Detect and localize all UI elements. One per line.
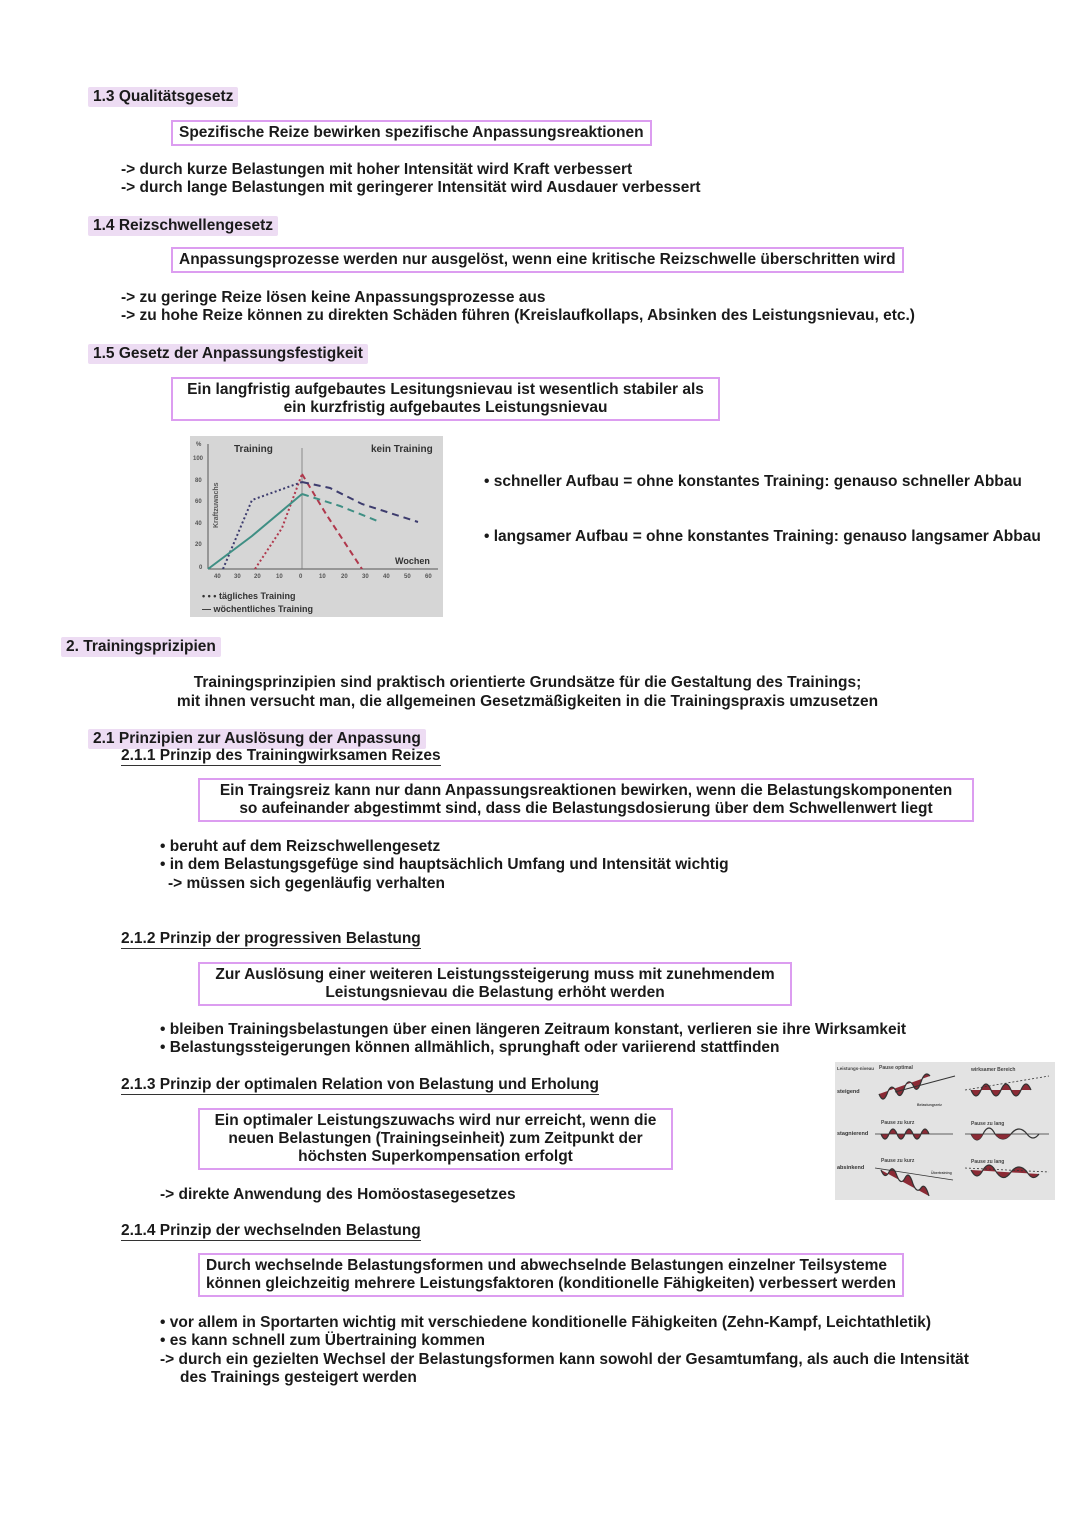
text-line: -> durch kurze Belastungen mit hoher Intensität wird Kraft verbessert	[121, 161, 633, 178]
text-line: -> zu hohe Reize können zu direkten Schäden führen (Kreislaufkollaps, Absinken des Leistungsnievau, etc.)	[121, 307, 915, 324]
legend-weekly: — wöchentliches Training	[202, 604, 314, 614]
legend-daily: • • • tägliches Training	[202, 591, 296, 601]
heading-2: 2. Trainingsprizipien	[61, 637, 221, 657]
y-axis-label: Kraftzuwachs	[213, 482, 220, 528]
bullet-fast-build: • schneller Aufbau = ohne konstantes Training: genauso schneller Abbau	[484, 473, 1022, 490]
text-line: -> müssen sich gegenläufig verhalten	[168, 875, 445, 892]
definition-text: Spezifische Reize bewirken spezifische Anpassungsreaktionen	[179, 124, 644, 141]
text-line: • in dem Belastungsgefüge sind hauptsächlich Umfang und Intensität wichtig	[160, 856, 729, 873]
x-tick: 0	[299, 574, 303, 580]
text-line: -> direkte Anwendung des Homöostasegesetzes	[160, 1186, 516, 1203]
supercompensation-figure	[835, 1062, 1055, 1200]
definition-text: Ein langfristig aufgebautes Lesitungsnievau ist wesentlich stabiler als	[187, 381, 704, 398]
y-tick: 20	[195, 542, 202, 548]
label-load-stimulus: Belastungsreiz	[917, 1103, 942, 1107]
definition-text: Durch wechselnde Belastungsformen und abwechselnde Belastungen einzelner Teilsysteme	[206, 1257, 888, 1274]
intro-paragraph	[160, 674, 895, 711]
strength-gain-chart	[190, 436, 443, 617]
x-tick: 40	[214, 574, 221, 580]
y-tick: 40	[195, 521, 202, 527]
supercompensation-diagram	[835, 1062, 1055, 1200]
heading-2-1-2: 2.1.2 Prinzip der progressiven Belastung	[121, 930, 421, 947]
label-pause-too-long-2: Pause zu lang	[971, 1159, 1005, 1165]
label-overtraining: Übertraining	[931, 1171, 952, 1175]
x-tick: 20	[254, 574, 261, 580]
label-pause-optimal: Pause optimal	[879, 1065, 913, 1071]
label-pause-too-long: Pause zu lang	[971, 1121, 1005, 1127]
heading-2-1-4: 2.1.4 Prinzip der wechselnden Belastung	[121, 1222, 421, 1239]
x-tick: 30	[362, 574, 369, 580]
definition-box-2-1-3	[198, 1108, 673, 1170]
x-tick: 10	[319, 574, 326, 580]
y-tick: 0	[199, 565, 203, 571]
label-kein-training: kein Training	[371, 444, 433, 455]
x-tick: 50	[404, 574, 411, 580]
definition-text: Ein Traingsreiz kann nur dann Anpassungsreaktionen bewirken, wenn die Belastungskomponenten	[219, 782, 953, 799]
definition-box-1-3	[171, 120, 652, 146]
definition-text: Leistungsnievau die Belastung erhöht werden	[325, 984, 665, 1001]
definition-text: Ein optimaler Leistungszuwachs wird nur erreicht, wenn die	[214, 1112, 657, 1129]
label-pause-too-short: Pause zu kurz	[881, 1120, 915, 1126]
strength-gain-figure	[190, 436, 443, 617]
text-line: Trainingsprinzipien sind praktisch orientierte Grundsätze für die Gestaltung des Trainings;	[193, 674, 862, 691]
bullet-slow-build: • langsamer Aufbau = ohne konstantes Training: genauso langsamer Abbau	[484, 528, 1041, 545]
text-line: -> durch lange Belastungen mit geringerer Intensität wird Ausdauer verbessert	[121, 179, 701, 196]
definition-text: höchsten Superkompensation erfolgt	[298, 1148, 573, 1165]
y-tick: 60	[195, 499, 202, 505]
definition-box-2-1-4	[198, 1253, 904, 1297]
definition-box-1-4	[171, 247, 904, 273]
label-effective-range: wirksamer Bereich	[971, 1067, 1016, 1073]
text-line: -> durch ein gezielten Wechsel der Belastungsformen kann sowohl der Gesamtumfang, als auch die Intensität	[160, 1351, 969, 1368]
definition-box-2-1-1	[198, 778, 974, 822]
label-training: Training	[234, 444, 273, 455]
text-line: • es kann schnell zum Übertraining kommen	[160, 1332, 485, 1349]
heading-2-1-3: 2.1.3 Prinzip der optimalen Relation von Belastung und Erholung	[121, 1076, 599, 1093]
x-tick: 30	[234, 574, 241, 580]
definition-text: ein kurzfristig aufgebautes Leistungsnievau	[283, 399, 608, 416]
text-line: mit ihnen versucht man, die allgemeinen Gesetzmäßigkeiten in die Trainingspraxis umzusetzen	[176, 692, 879, 710]
x-tick: 40	[383, 574, 390, 580]
text-line: • beruht auf dem Reizschwellengesetz	[160, 838, 441, 855]
text-line: • vor allem in Sportarten wichtig mit verschiedene konditionelle Fähigkeiten (Zehn-Kampf, Leichtathletik)	[160, 1314, 932, 1331]
heading-1-5: 1.5 Gesetz der Anpassungsfestigkeit	[88, 344, 368, 364]
label-pause-too-short-2: Pause zu kurz	[881, 1158, 915, 1164]
y-tick: 80	[195, 478, 202, 484]
row-label-stagnating: stagnierend	[837, 1131, 869, 1137]
definition-text: so aufeinander abgestimmt sind, dass die Belastungsdosierung über dem Schwellenwert liegt	[239, 800, 933, 817]
row-label-rising: steigend	[837, 1089, 860, 1095]
definition-text: Zur Auslösung einer weiteren Leistungssteigerung muss mit zunehmendem	[215, 966, 775, 983]
text-line: des Trainings gesteigert werden	[180, 1369, 417, 1386]
definition-box-2-1-2	[198, 962, 792, 1006]
y-tick: 100	[193, 456, 204, 462]
y-unit: %	[196, 442, 202, 448]
x-tick: 60	[425, 574, 432, 580]
text-line: -> zu geringe Reize lösen keine Anpassungsprozesse aus	[121, 289, 546, 306]
definition-text: Anpassungsprozesse werden nur ausgelöst, wenn eine kritische Reizschwelle überschritten wird	[179, 251, 896, 268]
heading-1-4: 1.4 Reizschwellengesetz	[88, 216, 278, 236]
definition-text: neuen Belastungen (Trainingseinheit) zum Zeitpunkt der	[228, 1130, 643, 1147]
x-tick: 10	[276, 574, 283, 580]
definition-text: können gleichzeitig mehrere Leistungsfaktoren (konditionelle Fähigkeiten) verbessert werden	[206, 1275, 896, 1292]
x-tick: 20	[341, 574, 348, 580]
heading-2-1: 2.1 Prinzipien zur Auslösung der Anpassung	[88, 729, 426, 749]
x-axis-label: Wochen	[395, 556, 430, 566]
definition-box-1-5	[171, 377, 720, 421]
heading-1-3: 1.3 Qualitätsgesetz	[88, 87, 238, 107]
text-line: • bleiben Trainingsbelastungen über einen längeren Zeitraum konstant, verlieren sie ihre Wirksamkeit	[160, 1021, 907, 1038]
row-label-declining: absinkend	[837, 1165, 865, 1171]
y-label: Leistungs-niveau	[837, 1066, 875, 1071]
text-line: • Belastungssteigerungen können allmählich, sprunghaft oder variierend stattfinden	[160, 1039, 780, 1056]
heading-2-1-1: 2.1.1 Prinzip des Trainingwirksamen Reizes	[121, 747, 441, 764]
